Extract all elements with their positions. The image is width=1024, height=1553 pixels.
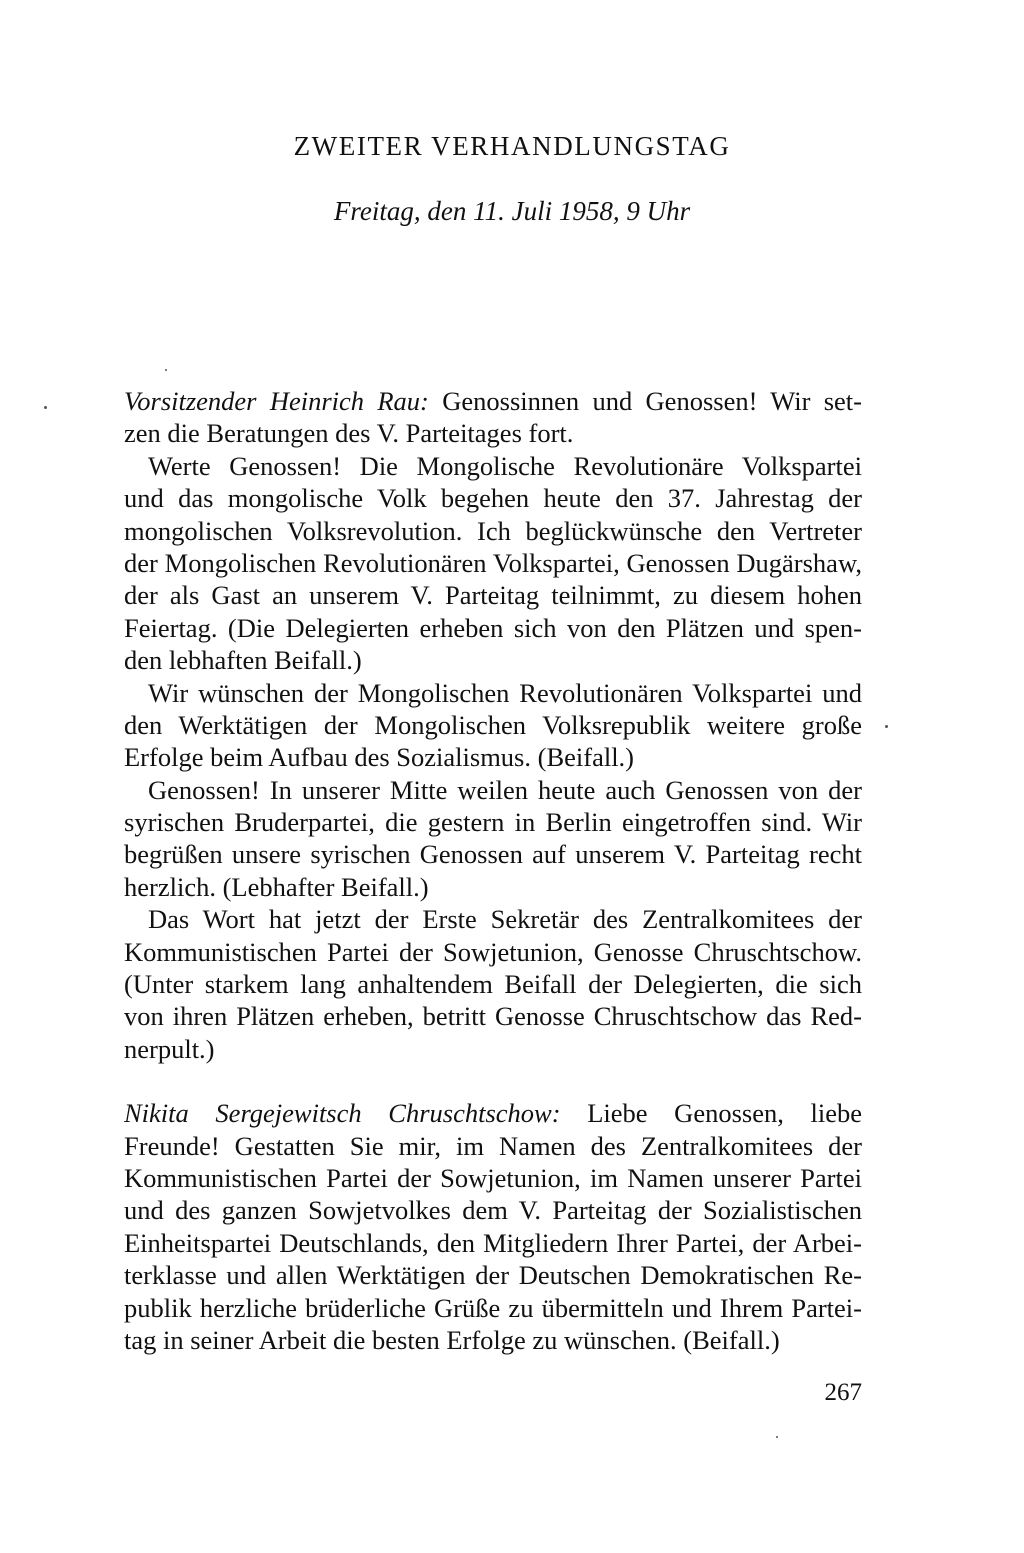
text-line [124, 871, 862, 903]
text-line [124, 579, 862, 611]
line-text: Kommunistischen Partei der Sowjetunion, im Namen unserer Partei [124, 1162, 862, 1193]
paragraph [124, 385, 862, 450]
text-line [124, 838, 862, 870]
line-text: terklasse und allen Werktätigen der Deutschen Demokratischen Re- [124, 1260, 862, 1291]
text-line [124, 482, 862, 514]
line-text: und des ganzen Sowjetvolkes dem V. Parteitag der Sozialistischen [124, 1195, 862, 1226]
text-line [124, 1227, 862, 1259]
line-text: Freunde! Gestatten Sie mir, im Namen des Zentralkomitees der [124, 1130, 862, 1161]
text-line [124, 1097, 862, 1129]
line-text: begrüßen unsere syrischen Genossen auf unserem V. Parteitag recht [124, 839, 862, 870]
text-line [124, 903, 862, 935]
dateline: Freitag, den 11. Juli 1958, 9 Uhr [333, 196, 691, 226]
line-text: den Werktätigen der Mongolischen Volksrepublik weitere große [124, 709, 862, 740]
text-line [124, 968, 862, 1000]
line-text: Feiertag. (Die Delegierten erheben sich von den Plätzen und spen- [124, 612, 862, 643]
text-line [124, 774, 862, 806]
text-line [124, 547, 862, 579]
text-line [124, 806, 862, 838]
text-line [124, 1324, 862, 1356]
speaker-name: Vorsitzender Heinrich Rau: [124, 386, 429, 416]
scan-speck [776, 1436, 778, 1438]
text-line [124, 385, 862, 417]
line-text: publik herzliche brüderliche Grüße zu übermitteln und Ihrem Partei- [124, 1292, 862, 1323]
line-text: Genossen! In unserer Mitte weilen heute auch Genossen von der [148, 774, 862, 805]
page-number: 267 [824, 1379, 862, 1406]
text-line [124, 1130, 862, 1162]
paragraph [124, 677, 862, 774]
line-text: der als Gast an unserem V. Parteitag teilnimmt, zu diesem hohen [124, 580, 862, 611]
section-heading: ZWEITER VERHANDLUNGSTAG [293, 131, 731, 161]
paragraph [124, 450, 862, 677]
line-text: Das Wort hat jetzt der Erste Sekretär des Zentralkomitees der [148, 904, 862, 935]
line-text: den lebhaften Beifall.) [124, 645, 362, 676]
paragraph [124, 774, 862, 904]
line-text: Einheitspartei Deutschlands, den Mitgliedern Ihrer Partei, der Arbei- [124, 1227, 862, 1258]
line-text: tag in seiner Arbeit die besten Erfolge zu wünschen. (Beifall.) [124, 1324, 780, 1355]
text-line [124, 709, 862, 741]
line-text: Kommunistischen Partei der Sowjetunion, Genosse Chruschtschow. [124, 936, 862, 967]
line-text: Wir wünschen der Mongolischen Revolutionären Volkspartei und [148, 677, 862, 708]
line-text: (Unter starkem lang anhaltendem Beifall der Delegierten, die sich [124, 969, 862, 1000]
text-line [124, 1259, 862, 1291]
line-text: Genossinnen und Genossen! Wir set- [428, 386, 862, 416]
line-text: Erfolge beim Aufbau des Sozialismus. (Beifall.) [124, 742, 635, 773]
line-text: von ihren Plätzen erheben, betritt Genosse Chruschtschow das Red- [124, 1001, 862, 1032]
text-line [124, 644, 862, 676]
line-text: Werte Genossen! Die Mongolische Revolutionäre Volkspartei [148, 450, 862, 481]
line-text: der Mongolischen Revolutionären Volkspartei, Genossen Dugärshaw, [124, 547, 862, 578]
text-line [124, 417, 862, 449]
scan-speck [44, 406, 47, 409]
paragraph [124, 903, 862, 1065]
text-line [124, 450, 862, 482]
body-text [124, 385, 862, 1356]
text-line [124, 1000, 862, 1032]
text-line [124, 1162, 862, 1194]
text-line [124, 677, 862, 709]
line-text: zen die Beratungen des V. Parteitages fort. [124, 418, 574, 449]
line-text: Liebe Genossen, liebe [560, 1098, 862, 1129]
text-line [124, 1194, 862, 1226]
line-text: syrischen Bruderpartei, die gestern in Berlin eingetroffen sind. Wir [124, 807, 862, 838]
text-line [124, 741, 862, 773]
text-line [124, 1033, 862, 1065]
paragraph [124, 1097, 862, 1356]
text-line [124, 612, 862, 644]
scan-speck [885, 725, 888, 728]
text-line [124, 1292, 862, 1324]
text-line [124, 515, 862, 547]
line-text: mongolischen Volksrevolution. Ich beglückwünsche den Vertreter [124, 515, 862, 546]
scan-speck [165, 369, 167, 371]
line-text: herzlich. (Lebhafter Beifall.) [124, 871, 429, 902]
paragraph-gap [124, 1065, 862, 1097]
speaker-name: Nikita Sergejewitsch Chruschtschow: [124, 1098, 561, 1129]
line-text: nerpult.) [124, 1033, 215, 1064]
text-line [124, 936, 862, 968]
line-text: und das mongolische Volk begehen heute den 37. Jahrestag der [124, 483, 862, 514]
